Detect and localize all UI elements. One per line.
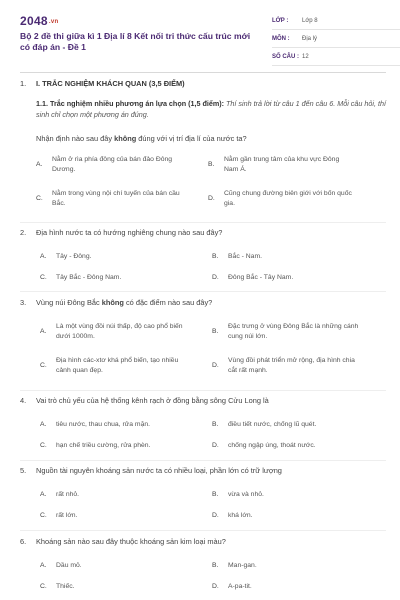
meta-row-subject: [272, 30, 400, 48]
question-3-stem: 3. Vùng núi Đông Bắc không có đặc điểm nào sau đây?: [20, 298, 213, 307]
question-4-stem: 4. Vai trò chủ yếu của hệ thống kênh rạch ở đồng bằng sông Cửu Long là: [20, 396, 269, 405]
site-logo[interactable]: 2048.vn: [20, 14, 59, 28]
divider: [20, 530, 386, 531]
page: 2048.vn Bộ 2 đề thi giữa kì 1 Địa lí 8 Kết nối tri thức cấu trúc mới có đáp án - Đề 1 LỚP : Lớp 8 MÔN : Địa lý SỐ CÂU : 12 1. I. TRẮC NGHIỆM KHÁCH QUAN (3,5 ĐIỂM) 1.1. Trắc nghiệm nhiều phương án lựa chọn (1,5 điểm): Thí sinh trả lời từ câu 1 đến câu 6. Mỗi câu hỏi, thí sinh chỉ chọn một phương án đúng. Nhận định nào sau đây không đúng với vị trí địa lí của nước ta? A. Nằm ở rìa phía đông của bán đảo Đông Dương. B. Nằm gần trung tâm của khu vực Đông Nam Á. C. Nằm trong vùng nội chí tuyến của bán cầu Bắc. D. Cũng chung đường biên giới với bốn quốc gia. 2. Địa hình nước ta có hướng nghiêng chung nào sau đây? A. Tây - Đông. B. Bắc - Nam. C. Tây Bắc - Đông Nam. D. Đông Bắc - Tây Nam. 3. Vùng núi Đông Bắc không có đặc điểm nào sau đây? A. Là một vùng đồi núi thấp, độ cao phổ biến dưới 1000m. B. Đặc trưng ở vùng Đông Bắc là những cánh cung núi lớn. C. Địa hình các-xtơ khá phổ biến, tạo nhiều cảnh quan đẹp. D. Vùng đồi phát triển mở rộng, địa hình chia cắt rất mạnh. 4. Vai trò chủ yếu của hệ thống kênh rạch ở đồng bằng sông Cửu Long là A. tiêu nước, thau chua, rửa mặn. B. điều tiết nước, chống lũ quét. C. hạn chế triều cường, rửa phèn. D. chống ngập úng, thoát nước. 5. Nguồn tài nguyên khoáng sản nước ta có nhiều loại, phần lớn có trữ lượng A. rất nhỏ. B. vừa và nhỏ. C. rất lớn. D. khá lớn. 6. Khoáng sản nào sau đây thuộc khoáng sản kim loại màu? A. Dầu mỏ. B. Man-gan. C. Thiếc. D. A-pa-tit.: [0, 0, 400, 600]
meta-value: Lớp 8: [302, 17, 318, 24]
question-2-stem: 2. Địa hình nước ta có hướng nghiêng chung nào sau đây?: [20, 228, 223, 237]
question-5: 5. Nguồn tài nguyên khoáng sản nước ta có nhiều loại, phần lớn có trữ lượng A. rất nhỏ. B. vừa và nhỏ. C. rất lớn. D. khá lớn.: [20, 466, 386, 475]
meta-table: [272, 12, 400, 66]
subsection-instructions: 1.1. Trắc nghiệm nhiều phương án lựa chọn (1,5 điểm): Thí sinh trả lời từ câu 1 đến câu 6. Mỗi câu hỏi, thí sinh chỉ chọn một phương án đúng.: [36, 99, 386, 119]
question-2: 2. Địa hình nước ta có hướng nghiêng chung nào sau đây? A. Tây - Đông. B. Bắc - Nam. C. Tây Bắc - Đông Nam. D. Đông Bắc - Tây Nam.: [20, 228, 386, 237]
divider: [20, 390, 386, 391]
meta-value: Địa lý: [302, 35, 318, 42]
question-6-stem: 6. Khoáng sản nào sau đây thuộc khoáng sản kim loại màu?: [20, 537, 226, 546]
divider: [20, 460, 386, 461]
meta-label: MÔN :: [272, 35, 290, 42]
meta-label: SỐ CÂU :: [272, 53, 299, 60]
question-4: 4. Vai trò chủ yếu của hệ thống kênh rạch ở đồng bằng sông Cửu Long là A. tiêu nước, thau chua, rửa mặn. B. điều tiết nước, chống lũ quét. C. hạn chế triều cường, rửa phèn. D. chống ngập úng, thoát nước.: [20, 396, 386, 405]
meta-label: LỚP :: [272, 17, 289, 24]
section-title: 1. I. TRẮC NGHIỆM KHÁCH QUAN (3,5 ĐIỂM): [20, 79, 185, 88]
question-6: 6. Khoáng sản nào sau đây thuộc khoáng sản kim loại màu? A. Dầu mỏ. B. Man-gan. C. Thiếc. D. A-pa-tit.: [20, 537, 386, 546]
document-title: Bộ 2 đề thi giữa kì 1 Địa lí 8 Kết nối tri thức cấu trúc mới có đáp án - Đề 1: [20, 31, 251, 52]
meta-row-class: [272, 12, 400, 30]
question-1-stem: Nhận định nào sau đây không đúng với vị trí địa lí của nước ta?: [36, 134, 247, 143]
meta-row-count: [272, 48, 400, 66]
divider: [20, 222, 386, 223]
divider: [20, 291, 386, 292]
meta-value: 12: [302, 53, 309, 60]
header: [20, 0, 386, 73]
question-5-stem: 5. Nguồn tài nguyên khoáng sản nước ta có nhiều loại, phần lớn có trữ lượng: [20, 466, 282, 475]
question-3: 3. Vùng núi Đông Bắc không có đặc điểm nào sau đây? A. Là một vùng đồi núi thấp, độ cao phổ biến dưới 1000m. B. Đặc trưng ở vùng Đông Bắc là những cánh cung núi lớn. C. Địa hình các-xtơ khá phổ biến, tạo nhiều cảnh quan đẹp. D. Vùng đồi phát triển mở rộng, địa hình chia cắt rất mạnh.: [20, 298, 386, 307]
